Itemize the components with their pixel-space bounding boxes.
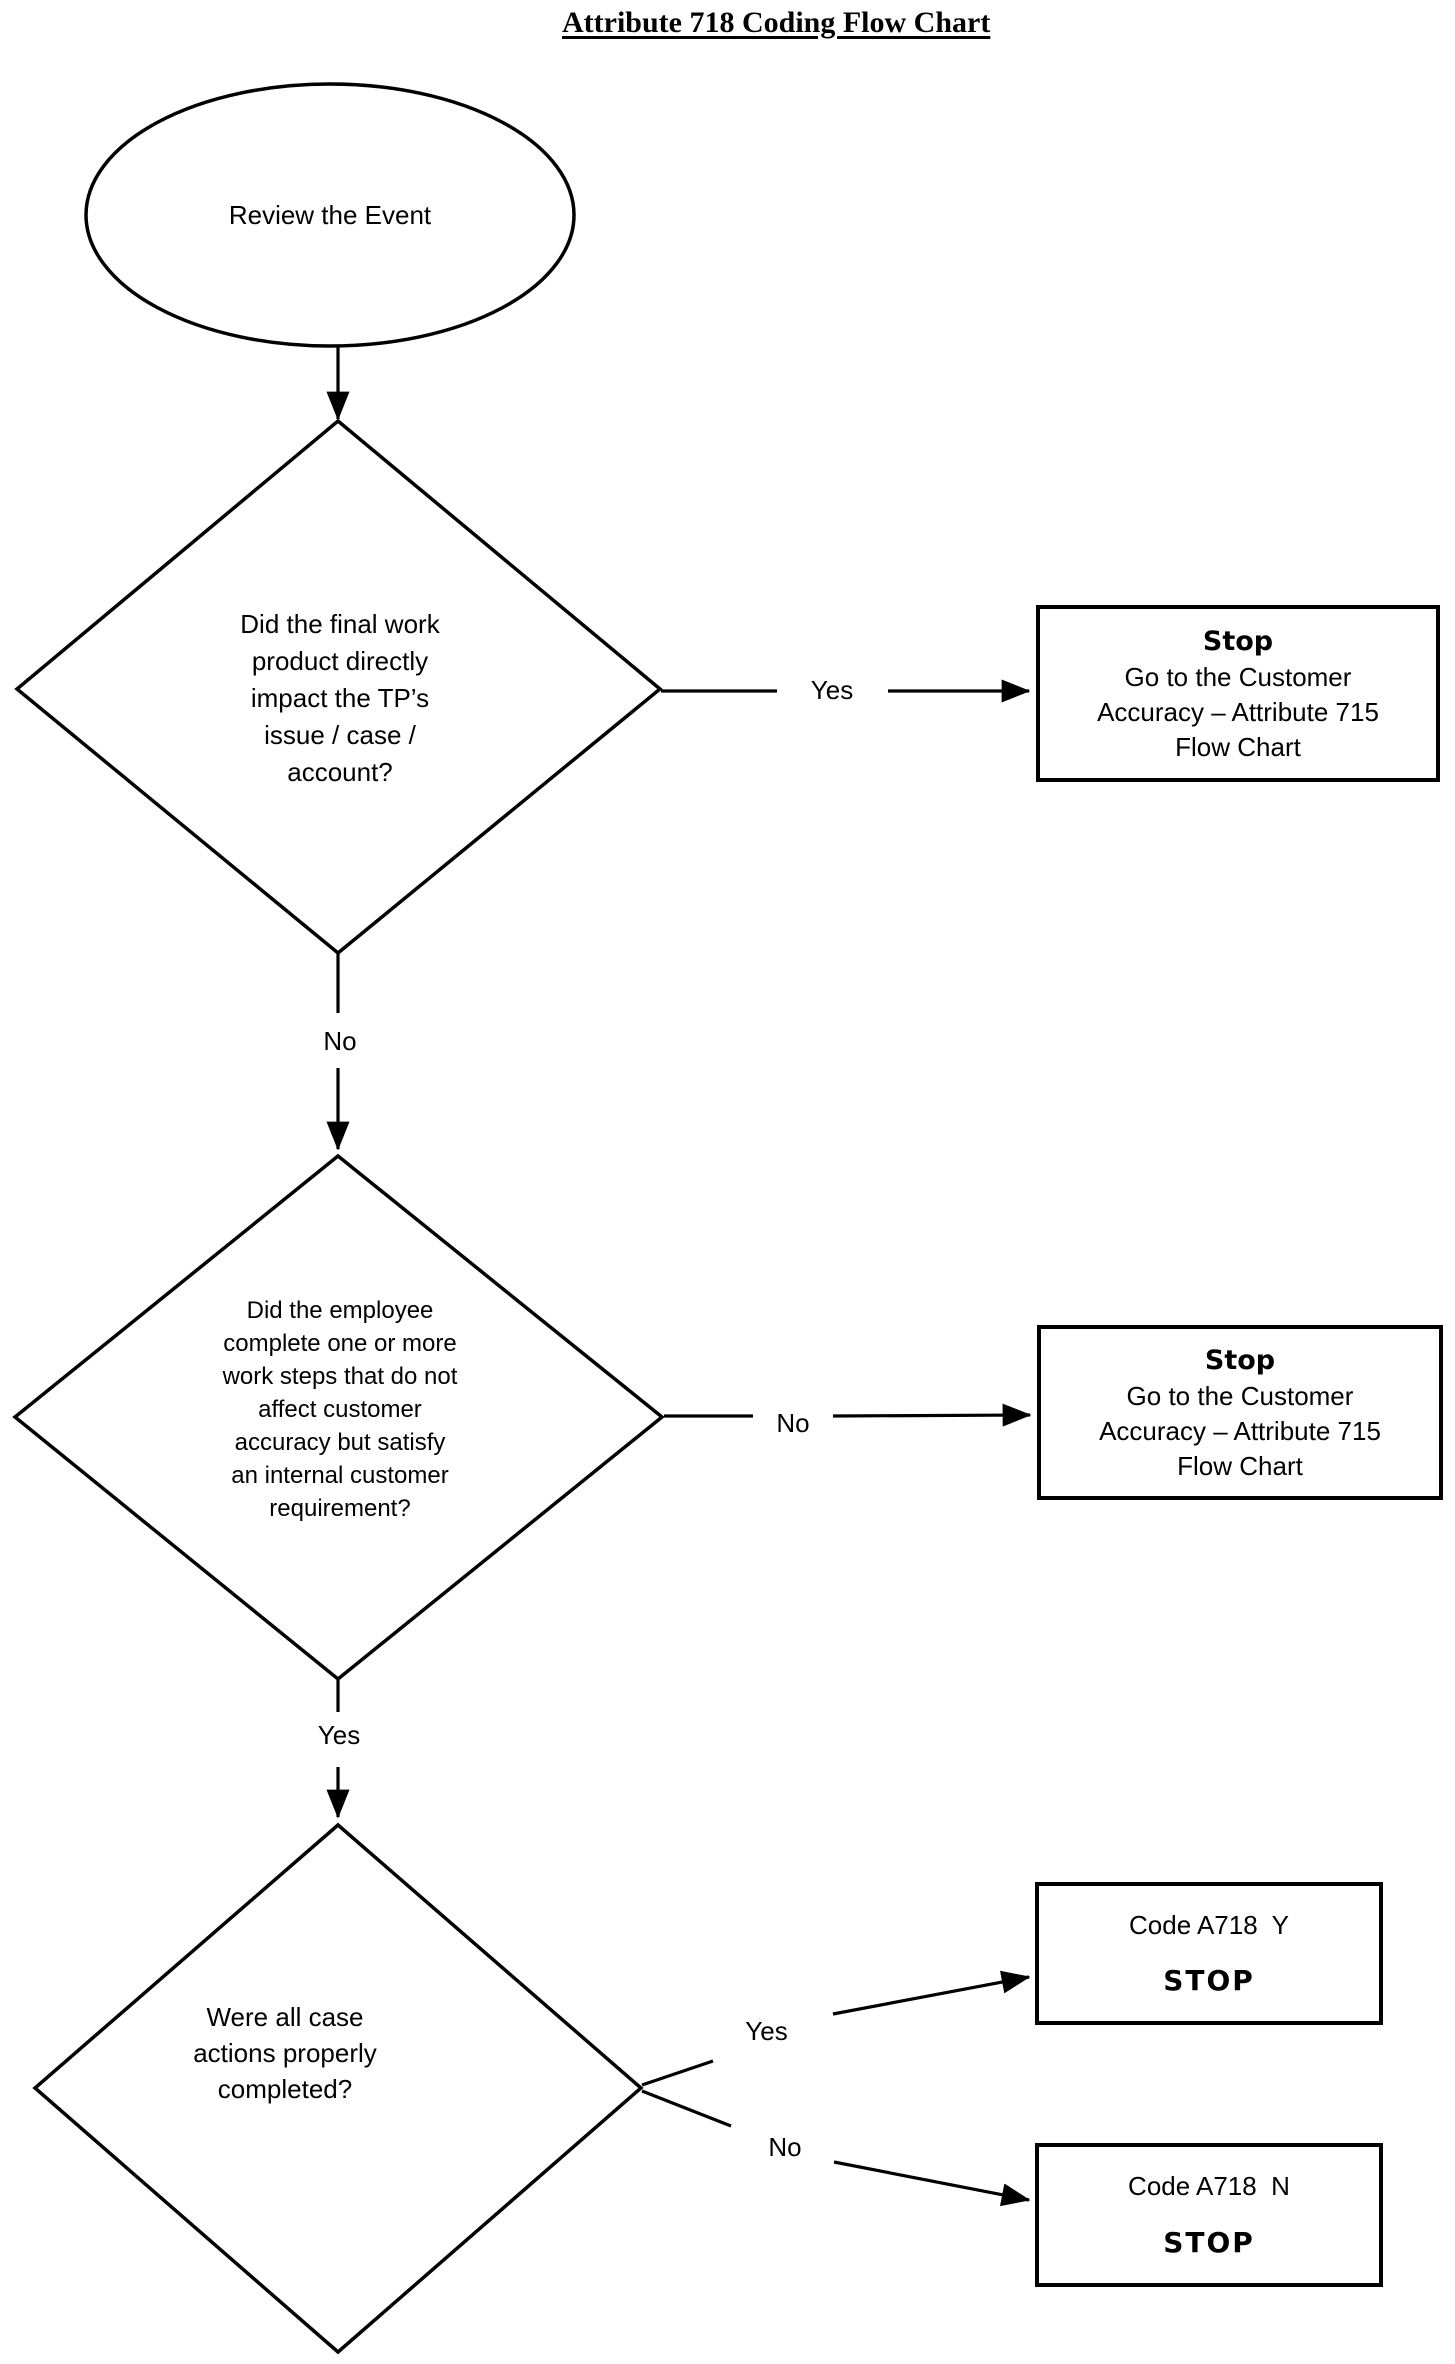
decision1-line: product directly: [251, 646, 429, 676]
code-a718-y-line: Code A718 Y: [1129, 1909, 1289, 1940]
decision3-line: completed?: [217, 2074, 353, 2104]
code-a718-n-box: [1035, 2143, 1383, 2287]
stop-box-line: Go to the Customer: [1124, 661, 1352, 692]
decision2-line: accuracy but satisfy: [234, 1429, 446, 1456]
decision1-line: Did the final work: [240, 609, 440, 639]
stop-attribute715-box-mid: [1037, 1325, 1443, 1500]
decision2-label: [155, 1294, 525, 1525]
edge-label-d1-yes: Yes: [810, 675, 854, 705]
edge-label-d1-no: No: [323, 1026, 357, 1056]
stop-caps-label: STOP: [1163, 2226, 1255, 2259]
edge-label-d2-no: No: [776, 1408, 810, 1438]
decision2-line: an internal customer: [231, 1462, 449, 1489]
stop-box-line: Go to the Customer: [1126, 1380, 1354, 1411]
connector-d3-yes-stub: [642, 2061, 713, 2085]
decision3-line: Were all case: [206, 2002, 364, 2032]
decision2-line: Did the employee: [246, 1297, 434, 1324]
stop-box-line: Flow Chart: [1177, 1450, 1303, 1481]
decision3-label: [110, 1999, 460, 2107]
code-a718-y-box: [1035, 1882, 1383, 2025]
stop-attribute715-box-top: [1036, 605, 1440, 782]
stop-caps-label: STOP: [1163, 1964, 1255, 1998]
edge-label-d3-no: No: [768, 2132, 802, 2162]
code-a718-n-line: Code A718 N: [1128, 2171, 1290, 2201]
start-terminator-label: Review the Event: [228, 200, 432, 230]
decision1-line: issue / case /: [264, 720, 416, 750]
stop-box-line: Accuracy – Attribute 715: [1097, 696, 1379, 727]
stop-box-line: Accuracy – Attribute 715: [1099, 1415, 1381, 1446]
decision1-line: account?: [287, 757, 393, 787]
connector-d3-yes-arrow: [833, 1977, 1029, 2014]
stop-box-line: Flow Chart: [1175, 731, 1301, 762]
decision2-line: complete one or more: [223, 1330, 457, 1357]
connector-d2-no-arrow: [833, 1415, 1030, 1416]
decision2-line: requirement?: [269, 1495, 411, 1522]
page-title: Attribute 718 Coding Flow Chart: [562, 6, 991, 39]
decision2-line: affect customer: [258, 1396, 422, 1423]
connector-d3-no-stub: [642, 2091, 731, 2126]
edge-label-d3-yes: Yes: [745, 2016, 788, 2046]
decision3-line: actions properly: [193, 2038, 377, 2068]
stop-box-heading: Stop: [1204, 1344, 1276, 1376]
decision2-line: work steps that do not: [222, 1363, 458, 1390]
stop-box-heading: Stop: [1202, 625, 1274, 657]
edge-label-d2-yes: Yes: [317, 1720, 361, 1750]
connector-d3-no-arrow: [834, 2162, 1029, 2200]
decision1-line: impact the TP’s: [250, 683, 430, 713]
decision1-label: [160, 606, 520, 791]
